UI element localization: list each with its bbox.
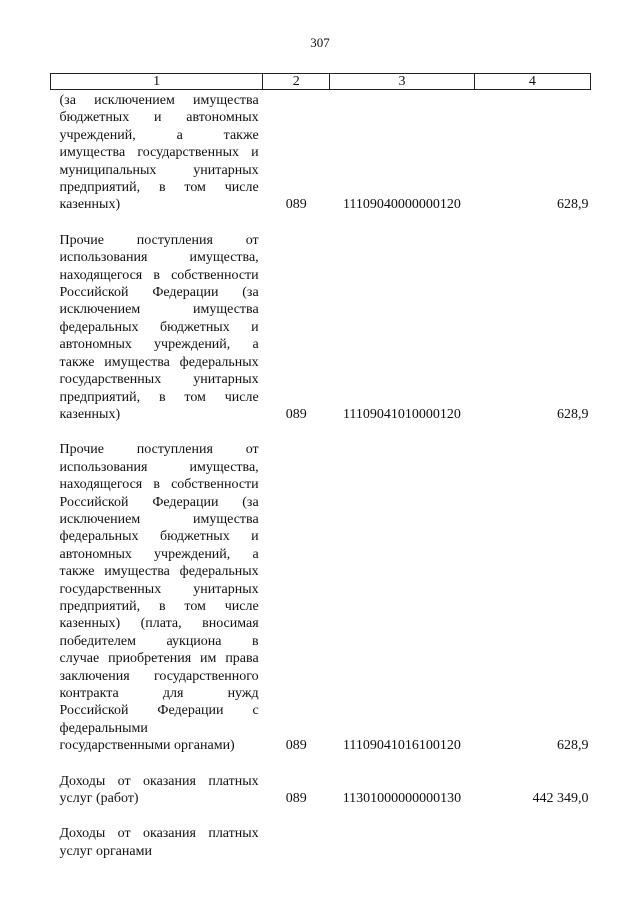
row-description [51,807,263,860]
row-budget-code: 11301000000000130 [342,791,462,807]
table-row [51,90,591,214]
description-line: также имущества федеральных [59,354,259,370]
description-line: бюджетных и автономных [59,110,259,126]
table-row [51,755,591,808]
description-line: Российской Федерации (за [59,494,259,510]
description-line: казенных) [59,406,121,422]
description-line: предприятий, в том числе [59,598,259,614]
description-line: исключением имущества [59,511,259,527]
row-amount [474,807,590,860]
table-row [51,214,591,423]
row-admin-code: 089 [285,791,307,807]
description-line: федеральных бюджетных и [59,319,259,335]
row-budget-code: 11109040000000120 [342,197,461,213]
table-body [51,90,591,861]
description-line: Доходы от оказания платных [59,826,259,842]
budget-table [50,73,591,860]
row-amount: 628,9 [557,738,589,754]
table-row [51,423,591,754]
description-line: Российской Федерации с [59,703,259,719]
description-line: услуг (работ) [59,791,139,807]
description-line: использования имущества, [59,459,259,475]
row-amount: 628,9 [557,406,589,422]
description-line: казенных) [59,197,121,213]
table-header-row [51,74,591,90]
description-line: заключения государственного [59,668,259,684]
description-line: государственных унитарных [59,581,259,597]
description-line: федеральных бюджетных и [59,529,259,545]
row-admin-code: 089 [285,738,307,754]
description-line: государственными органами) [59,738,235,754]
description-line: федеральными [59,720,148,736]
description-line: предприятий, в том числе [59,389,259,405]
column-header-2: 2 [263,74,330,90]
description-line: Прочие поступления от [59,232,259,248]
description-line: находящегося в собственности [59,267,259,283]
column-header-1: 1 [51,74,263,90]
description-line: услуг органами [59,843,152,859]
description-line: контракта для нужд [59,686,259,701]
description-line: победителем аукциона в [59,633,259,649]
description-line: учреждений, а также [59,127,259,143]
row-description [51,755,263,808]
description-line: государственных унитарных [59,372,259,388]
page-number: 307 [310,35,330,50]
description-line: Российской Федерации (за [59,285,259,301]
row-amount: 442 349,0 [532,791,589,807]
description-line: случае приобретения им права [59,651,259,667]
row-description [51,423,263,754]
row-budget-code: 11109041010000120 [342,406,461,422]
row-admin-code: 089 [285,197,307,213]
description-line: имущества государственных и [59,145,259,161]
description-line: муниципальных унитарных [59,162,259,178]
description-line: Доходы от оказания платных [59,773,259,789]
column-header-4: 4 [474,74,590,90]
description-line: Прочие поступления от [59,442,259,458]
description-line: также имущества федеральных [59,564,259,580]
description-line: находящегося в собственности [59,477,259,493]
description-line: автономных учреждений, а [59,546,259,562]
row-admin-code [263,807,330,860]
row-budget-code [330,807,474,860]
row-amount: 628,9 [557,197,589,213]
description-line: казенных) (плата, вносимая [59,616,259,632]
description-line: предприятий, в том числе [59,180,259,196]
description-line: (за исключением имущества [59,93,259,108]
description-line: исключением имущества [59,302,259,318]
table-row [51,807,591,860]
column-header-3: 3 [330,74,474,90]
description-line: автономных учреждений, а [59,337,259,353]
row-admin-code: 089 [285,406,307,422]
row-budget-code: 11109041016100120 [342,738,461,754]
description-line: использования имущества, [59,250,259,266]
row-description [51,90,263,214]
row-description [51,214,263,423]
